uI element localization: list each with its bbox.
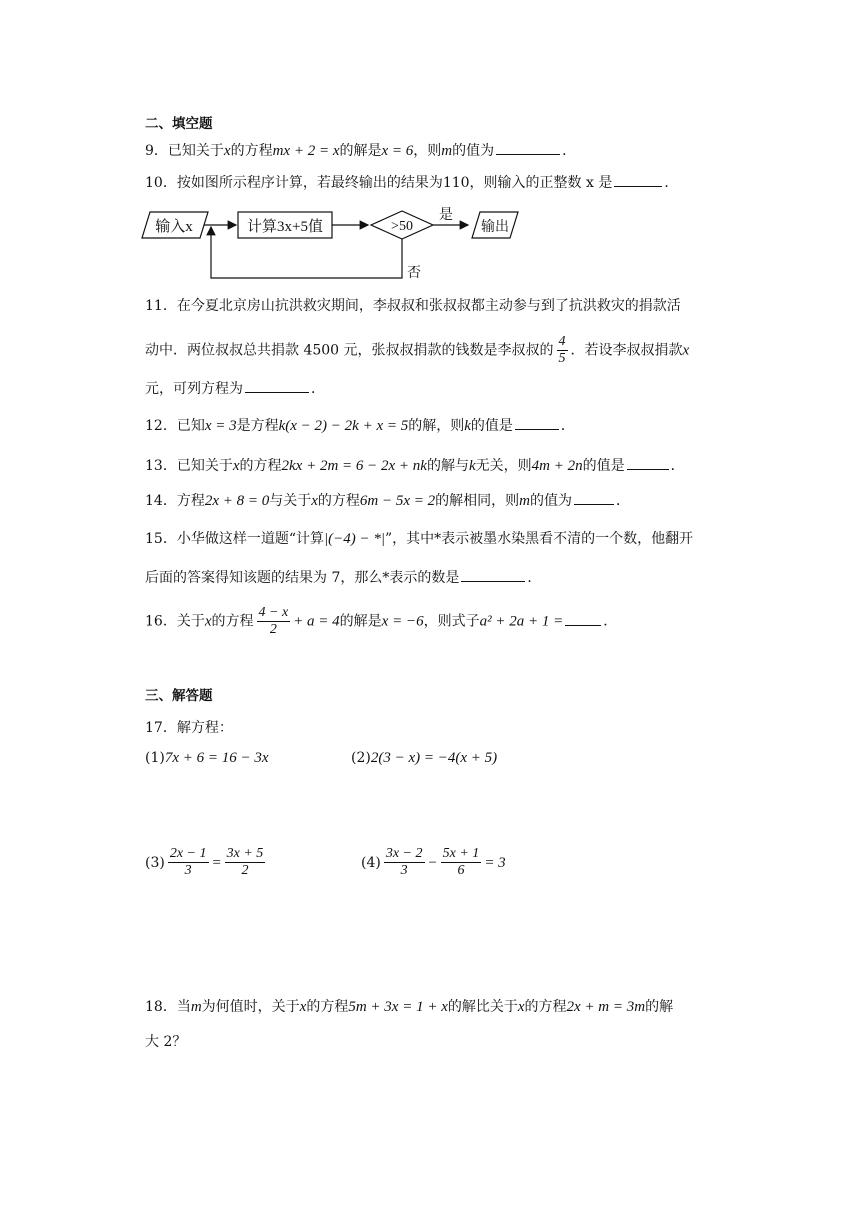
- q14-text-1: 14．方程: [145, 493, 205, 509]
- q17-p4-label: (4): [361, 854, 381, 871]
- q18-text-3: 的方程: [306, 999, 349, 1015]
- q18-var-x-2: x: [517, 999, 525, 1015]
- q16-solution: x = −6: [381, 613, 424, 630]
- q15-text-1: 15．小华做这样一道题“计算: [145, 531, 324, 547]
- q9-var-m: m: [441, 143, 453, 159]
- q11-end: ．: [311, 381, 325, 397]
- q11-text-2b: ．若设李叔叔捐款: [570, 342, 683, 359]
- q17-p4-rhs: = 3: [484, 854, 506, 871]
- q12-text-1: 12．已知: [145, 418, 205, 434]
- q16-text-1: 16．关于: [145, 613, 205, 630]
- q9-end: ．: [562, 143, 577, 159]
- q16-end: ．: [603, 613, 618, 630]
- q16-fraction: [257, 605, 291, 638]
- q14-eq-1: 2x + 8 = 0: [204, 493, 270, 509]
- q13-expression: 4m + 2n: [531, 458, 583, 474]
- q18-var-m: m: [190, 999, 202, 1015]
- q14-text-4: 的解相同，则: [435, 493, 520, 509]
- q9-text-5: 的值为: [452, 143, 495, 159]
- q13-text-3: 的解与: [426, 458, 469, 474]
- q9-solution: x = 6: [381, 143, 414, 159]
- question-13: [145, 455, 685, 476]
- q11-text-2a: 动中．两位叔叔总共捐款 4500 元，张叔叔捐款的钱数是李叔叔的: [145, 342, 554, 359]
- q17-p4-minus: −: [427, 854, 438, 871]
- flow-yes-label: 是: [439, 207, 453, 223]
- q18-eq-2: 2x + m = 3m: [566, 999, 646, 1015]
- q17-part-1: [145, 748, 269, 768]
- q16-var-x: x: [204, 613, 212, 630]
- q9-text-3: 的解是: [339, 143, 382, 159]
- flow-input-label: 输入x: [155, 219, 193, 235]
- q18-var-x-1: x: [299, 999, 307, 1015]
- q15-end: ．: [527, 570, 542, 586]
- q15-expression: |(−4) − *|: [323, 531, 385, 547]
- q9-number: 9．: [145, 143, 168, 159]
- q13-text-4: 无关，则: [475, 458, 532, 474]
- q14-text-2: 与关于: [269, 493, 312, 509]
- q12-answer-blank[interactable]: [515, 415, 559, 430]
- q14-var-m: m: [519, 493, 530, 509]
- q15-answer-blank[interactable]: [461, 567, 525, 582]
- q14-answer-blank[interactable]: [574, 490, 614, 505]
- q13-text-1: 13．已知关于: [145, 458, 233, 474]
- q13-equation: 2kx + 2m = 6 − 2x + nk: [281, 458, 427, 474]
- q17-p3-right-den: 2: [241, 863, 249, 878]
- program-flowchart: [140, 200, 520, 288]
- question-18-line-2: 大 2？: [145, 1034, 187, 1050]
- q10-end: ．: [664, 175, 679, 191]
- q14-text-5: 的值为: [529, 493, 572, 509]
- q11-frac-num: 4: [558, 334, 566, 349]
- q17-p2-label: (2): [351, 750, 371, 766]
- question-18-line-1: [145, 997, 673, 1017]
- q13-text-5: 的值是: [582, 458, 625, 474]
- flow-no-label: 否: [407, 265, 421, 281]
- section-title-solve: 三、解答题: [145, 688, 213, 704]
- q16-text-4: ，则式子: [423, 613, 480, 630]
- q17-part-4: [361, 846, 506, 879]
- q9-answer-blank[interactable]: [496, 140, 560, 155]
- question-17-title: 17．解方程：: [145, 720, 233, 736]
- q17-p1-label: (1): [145, 750, 165, 766]
- q9-text-1: 已知关于: [167, 143, 224, 159]
- q12-text-3: 的解，则: [408, 418, 465, 434]
- q11-frac-den: 5: [558, 351, 566, 366]
- flow-condition-label: >50: [391, 219, 413, 234]
- q9-equation: mx + 2 = x: [272, 143, 340, 159]
- q17-p3-left-den: 3: [184, 863, 192, 878]
- section-title-fill-in: 二、填空题: [145, 116, 213, 132]
- q18-text-5: 的方程: [524, 999, 567, 1015]
- q17-p1-equation: 7x + 6 = 16 − 3x: [164, 750, 269, 766]
- q12-eq-1: x = 3: [204, 418, 237, 434]
- q16-answer-blank[interactable]: [565, 611, 601, 626]
- q13-end: ．: [670, 458, 685, 474]
- q18-text-1: 18．当: [145, 999, 191, 1015]
- q17-p3-frac-left: [168, 846, 209, 879]
- q12-text-4: 的值是: [470, 418, 513, 434]
- q17-p4-frac-a: [384, 846, 425, 879]
- q11-var-x: x: [682, 342, 690, 359]
- q16-eq-rest: + a = 4: [293, 613, 340, 630]
- q12-eq-2: k(x − 2) − 2k + x = 5: [278, 418, 409, 434]
- question-11-line-1: 11．在今夏北京房山抗洪救灾期间，李叔叔和张叔叔都主动参与到了抗洪救灾的捐款活: [145, 298, 681, 314]
- q10-answer-blank[interactable]: [614, 172, 662, 187]
- q17-p4-frac-b: [441, 846, 482, 879]
- question-11-line-2: [145, 334, 689, 367]
- q9-text-2: 的方程: [230, 143, 273, 159]
- flow-output-label: 输出: [481, 219, 509, 235]
- q17-p2-equation: 2(3 − x) = −4(x + 5): [370, 750, 498, 766]
- q13-var-x: x: [232, 458, 240, 474]
- q17-part-2: [351, 748, 497, 768]
- q11-answer-blank[interactable]: [245, 378, 309, 393]
- question-12: [145, 415, 575, 436]
- q17-p4-b-num: 5x + 1: [442, 846, 480, 861]
- q17-p3-label: (3): [145, 854, 165, 871]
- q17-p4-b-den: 6: [457, 863, 465, 878]
- q14-eq-2: 6m − 5x = 2: [359, 493, 436, 509]
- q14-var-x: x: [311, 493, 318, 509]
- question-9: [145, 140, 576, 161]
- q16-text-3: 的解是: [339, 613, 382, 630]
- q18-text-4: 的解比关于: [447, 999, 518, 1015]
- question-10: [145, 172, 678, 193]
- q18-eq-1: 5m + 3x = 1 + x: [348, 999, 448, 1015]
- q9-var-x: x: [223, 143, 231, 159]
- q17-p4-a-num: 3x − 2: [385, 846, 423, 861]
- q17-p3-left-num: 2x − 1: [169, 846, 207, 861]
- question-11-line-3: [145, 378, 325, 399]
- q16-expression: a² + 2a + 1 =: [479, 613, 564, 630]
- q12-end: ．: [560, 418, 575, 434]
- q18-text-2: 为何值时，关于: [201, 999, 300, 1015]
- q16-frac-den: 2: [269, 622, 277, 637]
- q16-frac-num: 4 − x: [258, 605, 289, 620]
- q17-p3-frac-right: [225, 846, 266, 879]
- q10-text: 10．按如图所示程序计算，若最终输出的结果为110，则输入的正整数 x 是: [145, 175, 613, 191]
- q17-p3-right-num: 3x + 5: [226, 846, 264, 861]
- q17-p4-a-den: 3: [400, 863, 408, 878]
- q11-fraction: [557, 334, 568, 367]
- q9-text-4: ，则: [413, 143, 442, 159]
- q17-p3-equals: =: [211, 854, 222, 871]
- question-14: [145, 490, 630, 511]
- q13-text-2: 的方程: [239, 458, 282, 474]
- q12-text-2: 是方程: [236, 418, 279, 434]
- q18-text-6: 的解: [645, 999, 674, 1015]
- q13-var-k: k: [468, 458, 476, 474]
- q12-var-k: k: [464, 418, 471, 434]
- q16-text-2: 的方程: [211, 613, 254, 630]
- q13-answer-blank[interactable]: [627, 455, 669, 470]
- q15-text-2: ”，其中*表示被墨水染黑看不清的一个数，他翻开: [384, 531, 694, 547]
- q15-text-3: 后面的答案得知该题的结果为 7，那么*表示的数是: [145, 570, 460, 586]
- question-15-line-1: [145, 529, 693, 549]
- question-16: [145, 605, 617, 638]
- q14-end: ．: [615, 493, 630, 509]
- flow-compute-label: 计算3x+5值: [247, 219, 323, 235]
- q17-part-3: [145, 846, 268, 879]
- question-15-line-2: [145, 567, 541, 588]
- q14-text-3: 的方程: [317, 493, 360, 509]
- q11-text-3: 元，可列方程为: [145, 381, 243, 397]
